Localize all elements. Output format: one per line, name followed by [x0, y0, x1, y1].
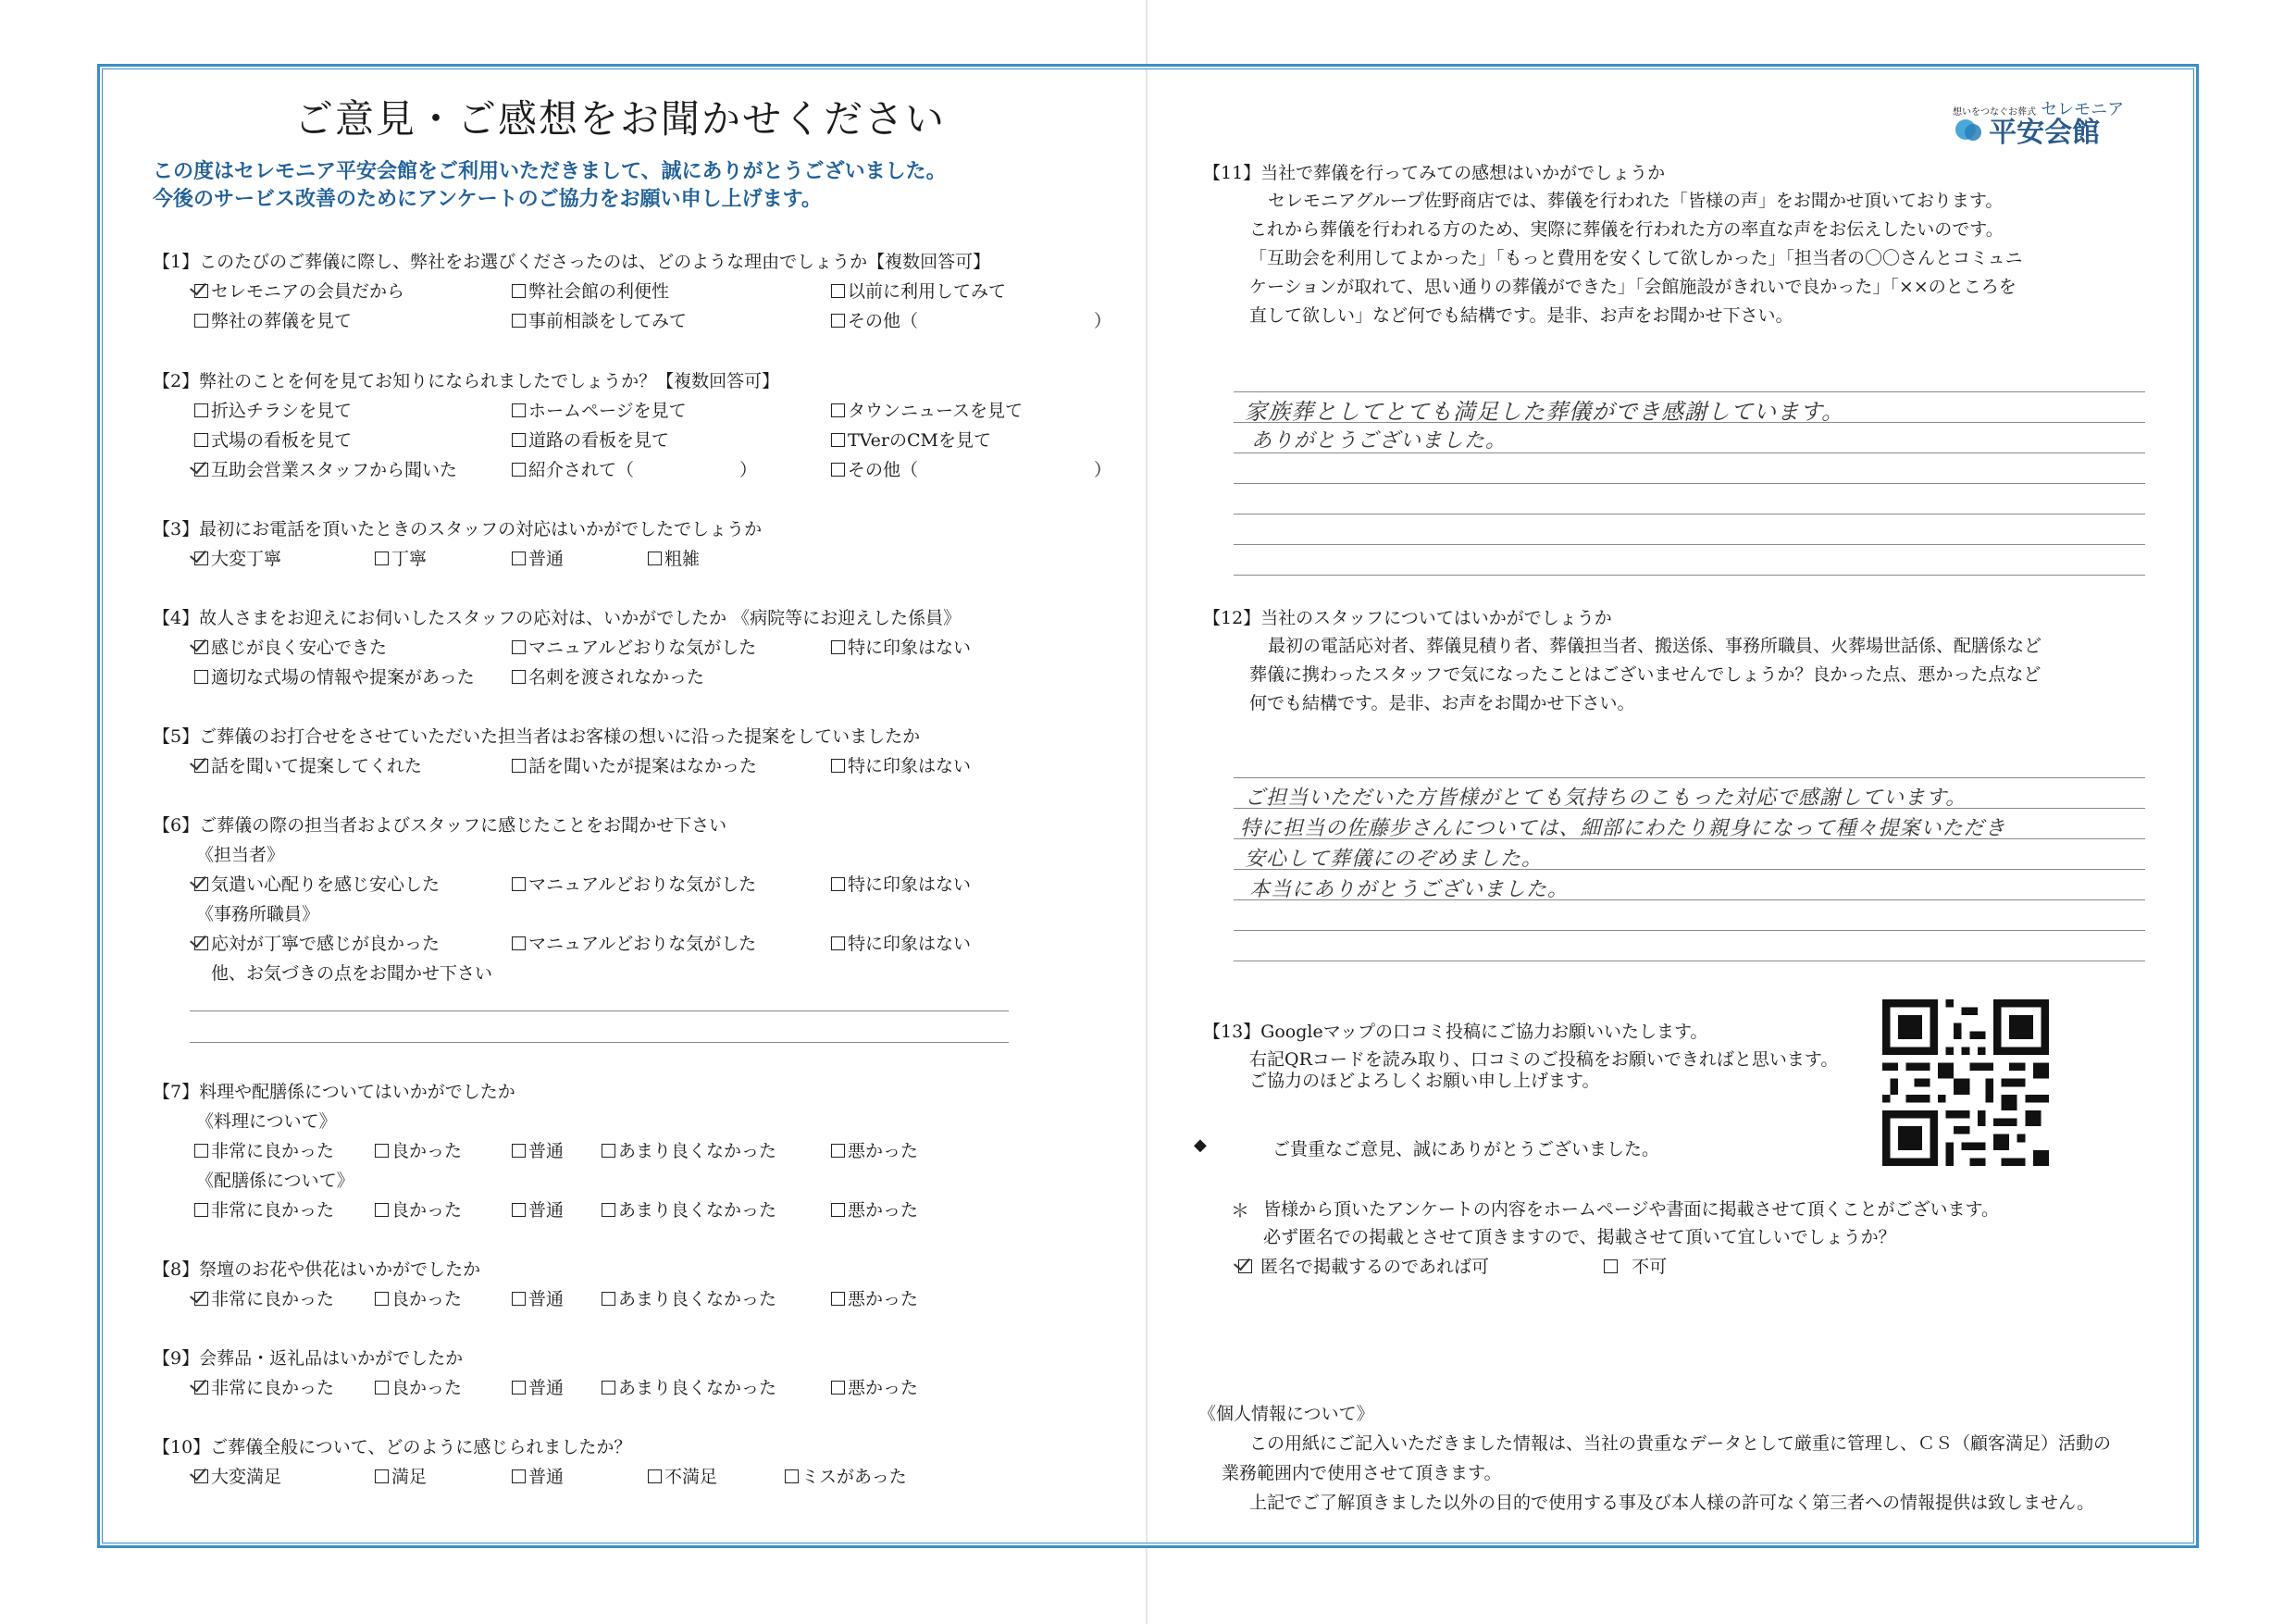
checkbox[interactable]: [648, 1469, 662, 1483]
checkbox[interactable]: [194, 433, 208, 447]
checkbox[interactable]: [512, 552, 526, 565]
q2-option[interactable]: 式場の看板を見て: [194, 427, 352, 452]
checkbox[interactable]: [831, 284, 845, 298]
qr-code-icon[interactable]: [1882, 999, 2049, 1166]
q13-body: ご協力のほどよろしくお願い申し上げます。: [1249, 1071, 1600, 1091]
q12-handwritten-answer: 特に担当の佐藤步さんについては、細部にわたり親身になって種々提案いただき: [1240, 817, 2006, 840]
thanks-message: ご貴重なご意見、誠にありがとうございました。: [1272, 1139, 1660, 1159]
q6-subheading-office: 《事務所職員》: [196, 904, 320, 924]
q2-option[interactable]: ホームページを見て: [512, 397, 687, 422]
q11-body: 「互助会を利用してよかった」「もっと費用を安くして欲しかった」「担当者の〇〇さんとコミュニ: [1249, 248, 2023, 268]
checkbox[interactable]: [602, 1292, 615, 1306]
q1-option[interactable]: 事前相談をしてみて: [512, 307, 687, 332]
q2-option[interactable]: 互助会営業スタッフから聞いた: [194, 456, 457, 481]
checkbox[interactable]: [512, 403, 526, 417]
q10-option[interactable]: 満足: [375, 1463, 427, 1488]
q10-option[interactable]: 大変満足: [194, 1463, 281, 1488]
checkbox[interactable]: [194, 403, 208, 417]
q11-body: セレモニアグループ佐野商店では、葬儀を行われた「皆様の声」をお聞かせ頂いております。: [1268, 191, 2004, 211]
checkbox[interactable]: [512, 463, 526, 477]
q2-option[interactable]: 道路の看板を見て: [512, 427, 669, 452]
checkbox[interactable]: [512, 1203, 526, 1217]
q7-option[interactable]: 普通: [512, 1196, 564, 1221]
q9-option[interactable]: 良かった: [375, 1374, 462, 1399]
checkbox[interactable]: [512, 314, 526, 328]
checkbox[interactable]: [831, 1144, 845, 1158]
checkbox-checked[interactable]: [194, 284, 208, 298]
checkbox[interactable]: [602, 1203, 615, 1217]
q1-option[interactable]: セレモニアの会員だから: [194, 278, 404, 303]
question-13: 【13】Googleマップの口コミ投稿にご協力お願いいたします。: [1203, 1022, 1708, 1042]
brand-mark: [1953, 115, 2100, 155]
logo-name: 平安会館: [1989, 117, 2101, 149]
privacy-body: この用紙にご記入いただきました情報は、当社の貴重なデータとして厳重に管理し、ＣＳ（顧客満足）活動の: [1249, 1433, 2112, 1454]
q6-subheading-staff: 《担当者》: [196, 845, 285, 865]
q9-option[interactable]: 普通: [512, 1374, 564, 1399]
question-7: 【7】料理や配膳係についてはいかがでしたか: [153, 1082, 515, 1102]
q7-option[interactable]: 良かった: [375, 1137, 462, 1162]
checkbox[interactable]: [831, 1381, 845, 1395]
q6-option[interactable]: 気遣い心配りを感じ安心した: [194, 871, 440, 896]
checkbox[interactable]: [512, 1469, 526, 1483]
logo-icon: [1953, 116, 1984, 147]
q9-option[interactable]: あまり良くなかった: [602, 1374, 776, 1399]
checkbox[interactable]: [375, 1144, 389, 1158]
q12-body: 何でも結構です。是非、お声をお聞かせ下さい。: [1249, 693, 1635, 713]
q7-option[interactable]: 悪かった: [831, 1196, 918, 1221]
answer-line[interactable]: [190, 1010, 1009, 1011]
checkbox[interactable]: [375, 1203, 389, 1217]
q11-body: ケーションが取れて、思い通りの葬儀ができた」「会館施設がきれいで良かった」「××のところを: [1249, 277, 2017, 297]
q12-body: 葬儀に携わったスタッフで気になったことはございませんでしょうか？良かった点、悪かった点など: [1249, 664, 2042, 685]
checkbox[interactable]: [194, 314, 208, 328]
checkbox[interactable]: [375, 1469, 389, 1483]
q12-handwritten-answer: ご担当いただいた方皆様がとても気持ちのこもった対応で感謝しています。: [1245, 787, 1967, 810]
question-3: 【3】最初にお電話を頂いたときのスタッフの対応はいかがでしたでしょうか: [153, 519, 763, 539]
q11-body: 直して欲しい」など何でも結構です。是非、お声をお聞かせ下さい。: [1249, 305, 1793, 326]
q4-option[interactable]: 特に印象はない: [831, 634, 971, 659]
checkbox[interactable]: [512, 936, 526, 950]
checkbox-checked[interactable]: [194, 552, 208, 565]
q2-option[interactable]: 折込チラシを見て: [194, 397, 352, 422]
q2-option[interactable]: TVerのCMを見て: [831, 427, 991, 452]
notice-line-2: 必ず匿名での掲載とさせて頂きますので、掲載させて頂いて宜しいでしょうか？: [1263, 1227, 1896, 1247]
checkbox[interactable]: [831, 433, 845, 447]
checkbox[interactable]: [785, 1469, 799, 1483]
checkbox[interactable]: [831, 314, 845, 328]
q10-option[interactable]: 不満足: [648, 1463, 717, 1488]
question-1: 【1】このたびのご葬儀に際し、弊社をお選びくださったのは、どのような理由でしょうか【複数回答可】: [153, 252, 991, 272]
answer-line[interactable]: [1234, 777, 2145, 778]
q1-option[interactable]: 弊社の葬儀を見て: [194, 307, 352, 332]
checkbox[interactable]: [512, 433, 526, 447]
q11-handwritten-answer: 家族葬としてとても満足した葬儀ができ感謝しています。: [1245, 399, 1845, 425]
q10-option[interactable]: 普通: [512, 1463, 564, 1488]
question-8: 【8】祭壇のお花や供花はいかがでしたか: [153, 1259, 481, 1280]
q1-option[interactable]: その他（ ）: [831, 307, 1111, 332]
q2-option[interactable]: タウンニュースを見て: [831, 397, 1023, 422]
intro-line-1: この度はセレモニア平安会館をご利用いただきまして、誠にありがとうございました。: [153, 159, 947, 183]
checkbox-checked[interactable]: [194, 1292, 208, 1306]
checkbox[interactable]: [194, 670, 208, 684]
checkbox[interactable]: [831, 936, 845, 950]
q1-option[interactable]: 弊社会館の利便性: [512, 278, 669, 303]
checkbox[interactable]: [375, 552, 389, 565]
consent-yes[interactable]: 匿名で掲載するのであれば可: [1238, 1253, 1489, 1278]
q11-body: これから葬儀を行われる方のため、実際に葬儀を行われた方の率直な声をお伝えしたいのです。: [1249, 219, 2004, 240]
q6-option[interactable]: マニュアルどおりな気がした: [512, 930, 756, 955]
q6-option[interactable]: 特に印象はない: [831, 871, 971, 896]
intro-line-2: 今後のサービス改善のためにアンケートのご協力をお願い申し上げます。: [153, 187, 822, 211]
checkbox[interactable]: [831, 403, 845, 417]
checkbox[interactable]: [1604, 1259, 1618, 1273]
q6-option[interactable]: 特に印象はない: [831, 930, 971, 955]
q6-option[interactable]: 応対が丁寧で感じが良かった: [194, 930, 440, 955]
q12-body: 最初の電話応対者、葬儀見積り者、葬儀担当者、搬送係、事務所職員、火葬場世話係、配膳係など: [1268, 636, 2042, 656]
checkbox[interactable]: [831, 640, 845, 654]
q7-subheading-food: 《料理について》: [196, 1111, 337, 1132]
checkbox-checked[interactable]: [194, 936, 208, 950]
q9-option[interactable]: 非常に良かった: [194, 1374, 334, 1399]
q4-option[interactable]: 感じが良く安心できた: [194, 634, 387, 659]
question-5: 【5】ご葬儀のお打合せをさせていただいた担当者はお客様の想いに沿った提案をしていましたか: [153, 726, 921, 747]
checkbox[interactable]: [602, 1144, 615, 1158]
checkbox[interactable]: [375, 1292, 389, 1306]
privacy-body: 業務範囲内で使用させて頂きます。: [1222, 1463, 1502, 1483]
checkbox-checked[interactable]: [194, 640, 208, 654]
q4-option[interactable]: マニュアルどおりな気がした: [512, 634, 756, 659]
q8-option[interactable]: あまり良くなかった: [602, 1285, 776, 1310]
q7-option[interactable]: 良かった: [375, 1196, 462, 1221]
checkbox-checked[interactable]: [194, 1381, 208, 1395]
q10-option[interactable]: ミスがあった: [785, 1463, 907, 1488]
q7-option[interactable]: あまり良くなかった: [602, 1137, 776, 1162]
q4-option[interactable]: 名刺を渡されなかった: [512, 663, 704, 688]
q4-option[interactable]: 適切な式場の情報や提案があった: [194, 663, 475, 688]
checkbox[interactable]: [194, 1203, 208, 1217]
q5-option[interactable]: 話を聞いたが提案はなかった: [512, 752, 757, 777]
checkbox[interactable]: [831, 877, 845, 891]
logo-tagline: 想いをつなぐお葬式: [1953, 107, 2036, 118]
answer-line[interactable]: [1234, 391, 2145, 392]
q8-option[interactable]: 悪かった: [831, 1285, 918, 1310]
q3-option[interactable]: 粗雑: [648, 545, 700, 570]
checkbox[interactable]: [512, 1144, 526, 1158]
q8-option[interactable]: 普通: [512, 1285, 564, 1310]
notice-line-1: 皆様から頂いたアンケートの内容をホームページや書面に掲載させて頂くことがございます。: [1263, 1199, 1999, 1220]
q11-handwritten-answer: ありがとうございました。: [1251, 429, 1508, 452]
question-10: 【10】ご葬儀全般について、どのように感じられましたか？: [153, 1437, 632, 1457]
checkbox[interactable]: [512, 640, 526, 654]
checkbox-checked[interactable]: [194, 759, 208, 773]
checkbox[interactable]: [512, 284, 526, 298]
q12-handwritten-answer: 本当にありがとうございました。: [1249, 878, 1570, 901]
consent-no[interactable]: 不可: [1604, 1253, 1667, 1278]
q3-option[interactable]: 普通: [512, 545, 564, 570]
checkbox[interactable]: [512, 1292, 526, 1306]
diamond-icon: ◆: [1194, 1135, 1207, 1155]
checkbox[interactable]: [512, 670, 526, 684]
checkbox[interactable]: [831, 759, 845, 773]
question-6: 【6】ご葬儀の際の担当者およびスタッフに感じたことをお聞かせ下さい: [153, 815, 727, 836]
asterisk-icon: ＊: [1231, 1199, 1249, 1221]
q2-option[interactable]: その他（ ）: [831, 456, 1111, 481]
q2-option[interactable]: 紹介されて（ ）: [512, 456, 757, 481]
answer-line[interactable]: [1234, 930, 2145, 931]
answer-line[interactable]: [1234, 544, 2145, 545]
checkbox[interactable]: [831, 1292, 845, 1306]
q7-option[interactable]: 普通: [512, 1137, 564, 1162]
page-title: ご意見・ご感想をお聞かせください: [294, 96, 947, 142]
q6-other-label: 他、お気づきの点をお聞かせ下さい: [211, 963, 493, 984]
q6-option[interactable]: マニュアルどおりな気がした: [512, 871, 756, 896]
answer-line[interactable]: [190, 1042, 1009, 1043]
q8-option[interactable]: 良かった: [375, 1285, 462, 1310]
checkbox[interactable]: [512, 1381, 526, 1395]
checkbox[interactable]: [831, 463, 845, 477]
q13-body: 右記QRコードを読み取り、口コミのご投稿をお願いできればと思います。: [1249, 1049, 1839, 1070]
checkbox[interactable]: [512, 759, 526, 773]
question-12: 【12】当社のスタッフについてはいかがでしょうか: [1203, 608, 1612, 628]
q7-option[interactable]: 悪かった: [831, 1137, 918, 1162]
checkbox[interactable]: [375, 1381, 389, 1395]
answer-line[interactable]: [1234, 483, 2145, 484]
question-2: 【2】弊社のことを何を見てお知りになられましたでしょうか？【複数回答可】: [153, 371, 780, 391]
privacy-body: 上記でご了解頂きました以外の目的で使用する事及び本人様の許可なく第三者への情報提供は致しません。: [1249, 1493, 2095, 1513]
privacy-title: 《個人情報について》: [1198, 1404, 1374, 1424]
question-4: 【4】故人さまをお迎えにお伺いしたスタッフの応対は、いかがでしたか 《病院等にお迎えした係員》: [153, 608, 962, 628]
checkbox[interactable]: [648, 552, 662, 565]
q3-option[interactable]: 丁寧: [375, 545, 427, 570]
q12-handwritten-answer: 安心して葬儀にのぞめました。: [1245, 848, 1544, 871]
checkbox-checked[interactable]: [194, 877, 208, 891]
q5-option[interactable]: 話を聞いて提案してくれた: [194, 752, 422, 777]
question-11: 【11】当社で葬儀を行ってみての感想はいかがでしょうか: [1203, 163, 1666, 183]
checkbox[interactable]: [602, 1381, 615, 1395]
checkbox-checked[interactable]: [194, 1469, 208, 1483]
question-9: 【9】会葬品・返礼品はいかがでしたか: [153, 1348, 464, 1369]
q8-option[interactable]: 非常に良かった: [194, 1285, 334, 1310]
q7-option[interactable]: 非常に良かった: [194, 1196, 334, 1221]
q9-option[interactable]: 悪かった: [831, 1374, 918, 1399]
q1-option[interactable]: 以前に利用してみて: [831, 278, 1006, 303]
q7-option[interactable]: 非常に良かった: [194, 1137, 334, 1162]
q3-option[interactable]: 大変丁寧: [194, 545, 281, 570]
checkbox-checked[interactable]: [194, 463, 208, 477]
checkbox-checked[interactable]: [1238, 1259, 1252, 1273]
logo-brand: セレモニア: [2041, 100, 2125, 119]
checkbox[interactable]: [194, 1144, 208, 1158]
checkbox[interactable]: [831, 1203, 845, 1217]
q7-option[interactable]: あまり良くなかった: [602, 1196, 776, 1221]
q5-option[interactable]: 特に印象はない: [831, 752, 971, 777]
answer-line[interactable]: [1234, 575, 2145, 576]
q7-subheading-serving: 《配膳係について》: [196, 1171, 354, 1191]
checkbox[interactable]: [512, 877, 526, 891]
